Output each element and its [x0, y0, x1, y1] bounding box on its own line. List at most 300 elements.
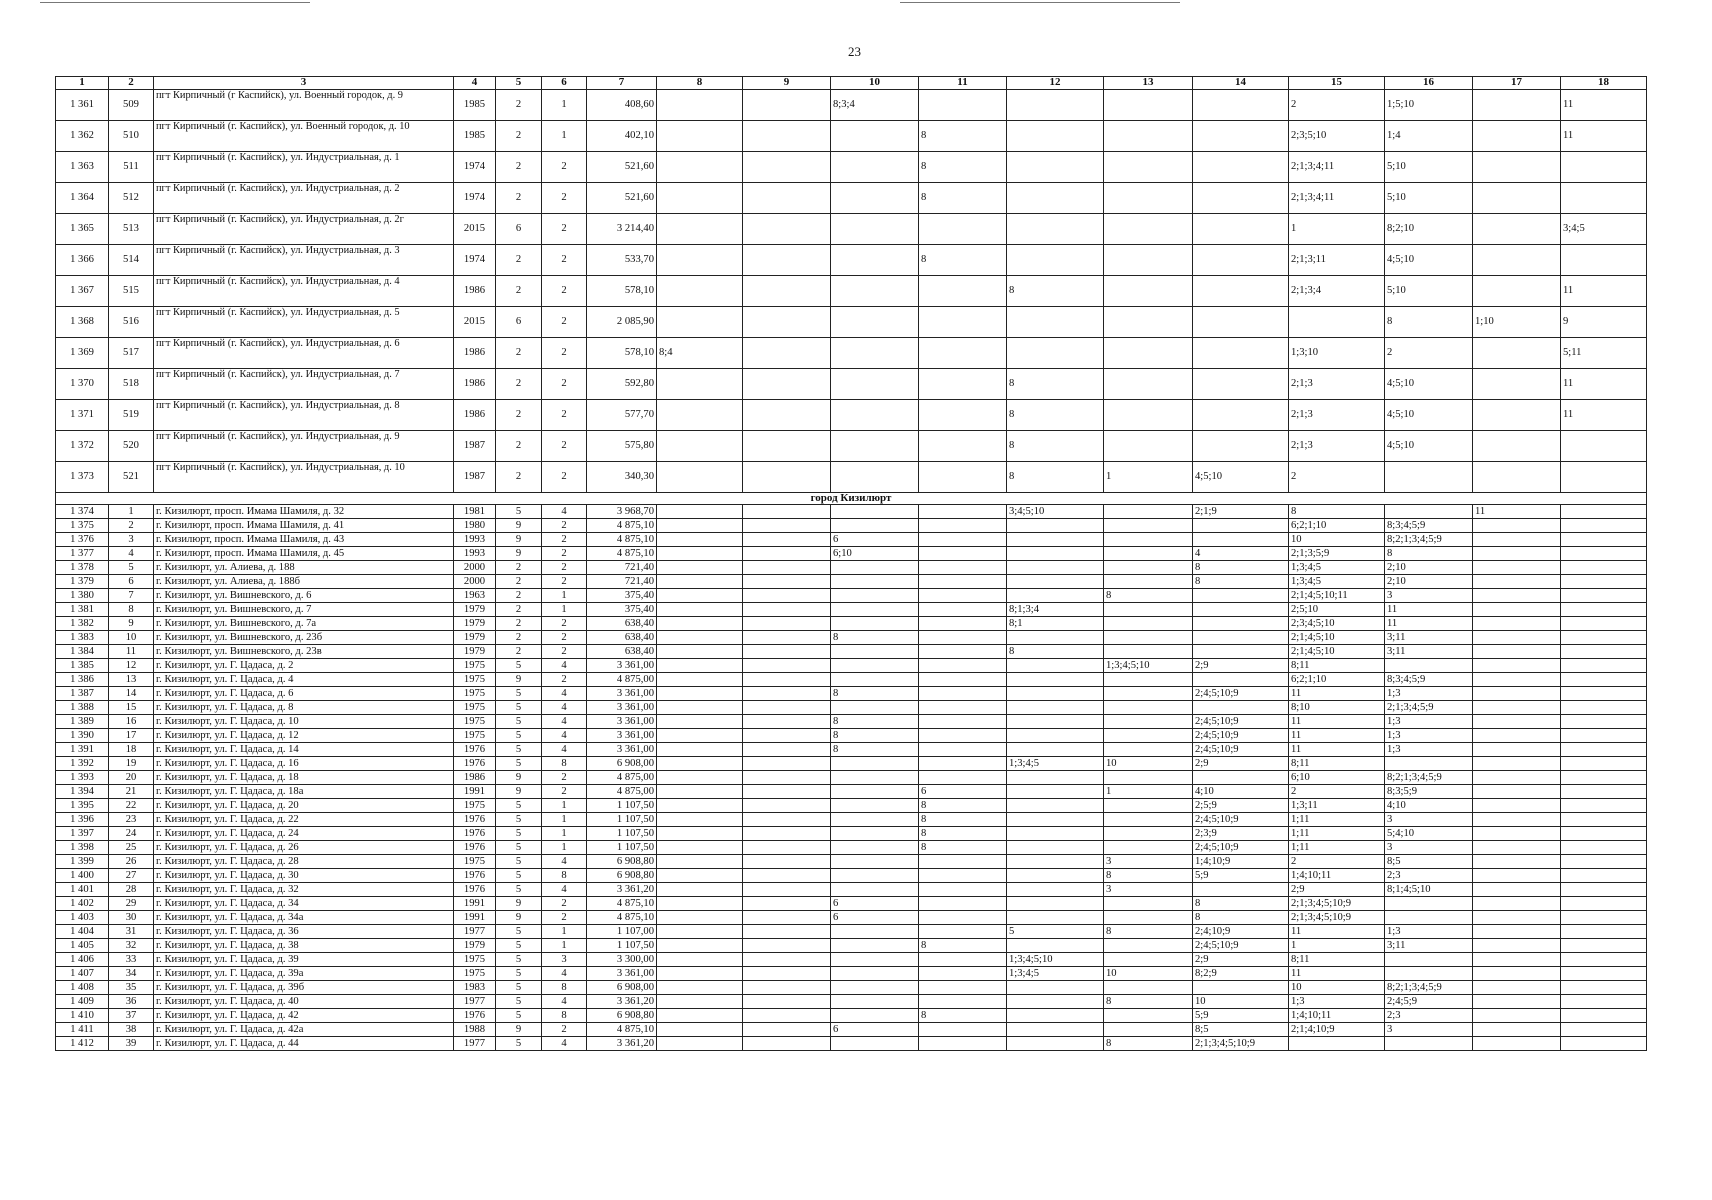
- table-cell: 2;4;5;10;9: [1193, 729, 1289, 743]
- table-cell: 8: [831, 631, 919, 645]
- table-cell: 3 361,00: [587, 687, 657, 701]
- table-cell: 2;10: [1385, 575, 1473, 589]
- table-cell: [1104, 771, 1193, 785]
- table-cell: [743, 368, 831, 399]
- table-cell: [743, 799, 831, 813]
- table-cell: [1007, 673, 1104, 687]
- address-cell: г. Кизилюрт, ул. Вишневского, д. 7а: [154, 617, 454, 631]
- table-cell: [1561, 897, 1647, 911]
- table-cell: [919, 687, 1007, 701]
- table-cell: [1561, 827, 1647, 841]
- table-cell: 8: [1007, 275, 1104, 306]
- table-cell: 2: [542, 306, 587, 337]
- table-cell: [1561, 799, 1647, 813]
- table-cell: 1;10: [1473, 306, 1561, 337]
- table-cell: 11: [1289, 715, 1385, 729]
- table-cell: 2;1;4;10;9: [1289, 1023, 1385, 1037]
- table-cell: [743, 645, 831, 659]
- table-cell: [831, 701, 919, 715]
- table-cell: [919, 757, 1007, 771]
- table-cell: 15: [109, 701, 154, 715]
- table-cell: 5: [496, 813, 542, 827]
- table-cell: 8;3;4;5;9: [1385, 519, 1473, 533]
- table-cell: [1007, 306, 1104, 337]
- table-cell: [1473, 827, 1561, 841]
- table-cell: 4;5;10: [1193, 461, 1289, 492]
- table-cell: 10: [1289, 981, 1385, 995]
- table-cell: [1007, 533, 1104, 547]
- table-cell: 2: [496, 461, 542, 492]
- table-cell: [1104, 547, 1193, 561]
- table-cell: [1473, 869, 1561, 883]
- table-cell: [1007, 213, 1104, 244]
- table-cell: 1;3;4;5;10: [1007, 953, 1104, 967]
- table-cell: [1473, 673, 1561, 687]
- address-cell: г. Кизилюрт, ул. Г. Цадаса, д. 42а: [154, 1023, 454, 1037]
- table-cell: 5: [496, 869, 542, 883]
- table-cell: [1473, 244, 1561, 275]
- address-cell: г. Кизилюрт, ул. Г. Цадаса, д. 40: [154, 995, 454, 1009]
- table-cell: [1007, 151, 1104, 182]
- table-cell: 8;5: [1385, 855, 1473, 869]
- table-cell: [657, 715, 743, 729]
- table-cell: 5: [496, 841, 542, 855]
- table-cell: [1561, 244, 1647, 275]
- table-cell: 2: [542, 461, 587, 492]
- table-cell: [1007, 897, 1104, 911]
- column-header-2: 2: [109, 77, 154, 90]
- table-cell: 2000: [454, 561, 496, 575]
- table-cell: 5: [496, 855, 542, 869]
- table-cell: [743, 687, 831, 701]
- table-cell: 509: [109, 89, 154, 120]
- table-cell: 3;11: [1385, 645, 1473, 659]
- table-cell: [919, 701, 1007, 715]
- table-cell: 8: [1104, 1037, 1193, 1051]
- table-cell: [1104, 368, 1193, 399]
- table-cell: [1193, 771, 1289, 785]
- table-cell: 4;10: [1385, 799, 1473, 813]
- table-cell: [657, 939, 743, 953]
- table-cell: 2: [542, 575, 587, 589]
- table-cell: 9: [1561, 306, 1647, 337]
- address-cell: пгт Кирпичный (г. Каспийск), ул. Индустриальная, д. 5: [154, 306, 454, 337]
- column-header-5: 5: [496, 77, 542, 90]
- table-cell: 6;10: [1289, 771, 1385, 785]
- table-cell: 1 387: [56, 687, 109, 701]
- table-cell: 35: [109, 981, 154, 995]
- table-cell: 2: [542, 1023, 587, 1037]
- table-cell: 5: [496, 715, 542, 729]
- table-cell: 9: [109, 617, 154, 631]
- table-cell: [1561, 561, 1647, 575]
- table-cell: [657, 897, 743, 911]
- table-cell: 1 366: [56, 244, 109, 275]
- table-cell: 2: [496, 631, 542, 645]
- top-rule-left: [40, 2, 310, 3]
- table-cell: 1993: [454, 547, 496, 561]
- address-cell: г. Кизилюрт, ул. Г. Цадаса, д. 30: [154, 869, 454, 883]
- table-cell: [743, 827, 831, 841]
- table-row: [56, 645, 1647, 659]
- table-cell: 516: [109, 306, 154, 337]
- table-cell: 2: [542, 399, 587, 430]
- table-cell: 2: [496, 603, 542, 617]
- address-cell: пгт Кирпичный (г. Каспийск), ул. Индустриальная, д. 7: [154, 368, 454, 399]
- header-row: [56, 77, 1647, 90]
- table-cell: [1561, 995, 1647, 1009]
- table-cell: 3: [1385, 813, 1473, 827]
- table-cell: 2: [496, 337, 542, 368]
- table-cell: [1561, 547, 1647, 561]
- address-cell: г. Кизилюрт, ул. Г. Цадаса, д. 28: [154, 855, 454, 869]
- table-cell: [657, 659, 743, 673]
- table-cell: [1561, 911, 1647, 925]
- column-header-10: 10: [831, 77, 919, 90]
- table-row: [56, 1009, 1647, 1023]
- table-cell: [831, 981, 919, 995]
- table-cell: 2: [542, 151, 587, 182]
- table-cell: 2: [496, 617, 542, 631]
- address-cell: пгт Кирпичный (г. Каспийск), ул. Индустриальная, д. 6: [154, 337, 454, 368]
- table-cell: 11: [1289, 687, 1385, 701]
- table-cell: 5;4;10: [1385, 827, 1473, 841]
- table-cell: [657, 519, 743, 533]
- table-cell: [919, 461, 1007, 492]
- table-cell: [1007, 799, 1104, 813]
- table-cell: 1;3: [1385, 925, 1473, 939]
- table-cell: [919, 967, 1007, 981]
- address-cell: пгт Кирпичный (г. Каспийск), ул. Индустриальная, д. 3: [154, 244, 454, 275]
- table-cell: [1473, 603, 1561, 617]
- top-rule-right: [900, 2, 1180, 3]
- table-cell: [1473, 911, 1561, 925]
- table-cell: 11: [1561, 368, 1647, 399]
- table-cell: 518: [109, 368, 154, 399]
- table-cell: [919, 911, 1007, 925]
- table-cell: 11: [109, 645, 154, 659]
- table-cell: 1975: [454, 953, 496, 967]
- table-cell: [657, 213, 743, 244]
- table-cell: [1561, 939, 1647, 953]
- table-cell: 10: [109, 631, 154, 645]
- table-cell: 5;11: [1561, 337, 1647, 368]
- table-cell: 1983: [454, 981, 496, 995]
- table-cell: 2: [496, 89, 542, 120]
- table-cell: 2;9: [1193, 953, 1289, 967]
- table-cell: 8;2;10: [1385, 213, 1473, 244]
- table-row: [56, 89, 1647, 120]
- table-cell: [743, 757, 831, 771]
- address-cell: г. Кизилюрт, ул. Г. Цадаса, д. 8: [154, 701, 454, 715]
- table-cell: [1193, 89, 1289, 120]
- table-cell: 1975: [454, 967, 496, 981]
- table-cell: 6;2;1;10: [1289, 673, 1385, 687]
- table-cell: [743, 337, 831, 368]
- table-cell: 2: [496, 275, 542, 306]
- table-cell: 2: [542, 337, 587, 368]
- table-cell: 3 361,20: [587, 995, 657, 1009]
- table-cell: 8;4: [657, 337, 743, 368]
- table-row: [56, 799, 1647, 813]
- table-cell: [743, 1037, 831, 1051]
- address-cell: г. Кизилюрт, ул. Г. Цадаса, д. 18: [154, 771, 454, 785]
- table-cell: [919, 715, 1007, 729]
- table-cell: [1561, 855, 1647, 869]
- table-cell: [1561, 743, 1647, 757]
- table-row: [56, 519, 1647, 533]
- table-cell: 8: [1385, 547, 1473, 561]
- table-cell: 1 406: [56, 953, 109, 967]
- table-cell: 3 361,00: [587, 701, 657, 715]
- table-cell: 1975: [454, 687, 496, 701]
- table-cell: [1561, 771, 1647, 785]
- table-cell: 1 390: [56, 729, 109, 743]
- table-cell: [831, 461, 919, 492]
- table-cell: [1193, 673, 1289, 687]
- table-cell: [657, 368, 743, 399]
- table-cell: [743, 617, 831, 631]
- column-header-12: 12: [1007, 77, 1104, 90]
- table-cell: [1007, 687, 1104, 701]
- table-cell: [1561, 1023, 1647, 1037]
- table-cell: [1007, 1037, 1104, 1051]
- table-cell: 592,80: [587, 368, 657, 399]
- table-cell: [831, 827, 919, 841]
- table-cell: 1974: [454, 151, 496, 182]
- table-cell: [1104, 645, 1193, 659]
- table-row: [56, 399, 1647, 430]
- table-cell: 521,60: [587, 151, 657, 182]
- table-cell: 2;5;9: [1193, 799, 1289, 813]
- table-cell: 8: [1193, 575, 1289, 589]
- table-cell: 6 908,80: [587, 855, 657, 869]
- table-cell: [1193, 213, 1289, 244]
- table-cell: 1 373: [56, 461, 109, 492]
- table-cell: 4: [542, 659, 587, 673]
- table-cell: [1473, 953, 1561, 967]
- address-cell: г. Кизилюрт, ул. Г. Цадаса, д. 4: [154, 673, 454, 687]
- table-cell: 3 361,00: [587, 743, 657, 757]
- table-cell: [1104, 939, 1193, 953]
- table-cell: [1561, 757, 1647, 771]
- table-cell: [1193, 244, 1289, 275]
- table-cell: [1193, 617, 1289, 631]
- table-cell: [1473, 659, 1561, 673]
- table-cell: [1561, 841, 1647, 855]
- address-cell: г. Кизилюрт, ул. Г. Цадаса, д. 18а: [154, 785, 454, 799]
- table-cell: 5: [496, 729, 542, 743]
- table-cell: [1473, 925, 1561, 939]
- table-cell: 6: [496, 213, 542, 244]
- table-cell: 1;4;10;9: [1193, 855, 1289, 869]
- table-cell: [743, 897, 831, 911]
- table-cell: [1473, 561, 1561, 575]
- table-cell: 1975: [454, 701, 496, 715]
- table-cell: [1385, 505, 1473, 519]
- table-cell: [1007, 855, 1104, 869]
- table-cell: 8: [1007, 461, 1104, 492]
- table-cell: [743, 771, 831, 785]
- table-cell: [831, 561, 919, 575]
- table-cell: [1193, 399, 1289, 430]
- table-cell: 1 374: [56, 505, 109, 519]
- table-cell: [831, 213, 919, 244]
- table-cell: [657, 275, 743, 306]
- table-row: [56, 897, 1647, 911]
- table-cell: [657, 953, 743, 967]
- table-cell: [743, 925, 831, 939]
- table-cell: [1193, 701, 1289, 715]
- table-cell: 1: [542, 89, 587, 120]
- address-cell: г. Кизилюрт, ул. Г. Цадаса, д. 39а: [154, 967, 454, 981]
- table-cell: 2: [496, 244, 542, 275]
- table-cell: [1104, 182, 1193, 213]
- table-cell: 3 361,20: [587, 1037, 657, 1051]
- table-cell: [1104, 244, 1193, 275]
- table-cell: [831, 771, 919, 785]
- table-cell: [1007, 182, 1104, 213]
- table-cell: 1 386: [56, 673, 109, 687]
- address-cell: г. Кизилюрт, ул. Г. Цадаса, д. 10: [154, 715, 454, 729]
- table-cell: 3: [1385, 841, 1473, 855]
- table-cell: [1104, 430, 1193, 461]
- table-cell: [657, 785, 743, 799]
- table-cell: 1 369: [56, 337, 109, 368]
- table-cell: 5: [496, 1009, 542, 1023]
- table-cell: 1 403: [56, 911, 109, 925]
- address-cell: г. Кизилюрт, просп. Имама Шамиля, д. 45: [154, 547, 454, 561]
- table-cell: 5;10: [1385, 182, 1473, 213]
- table-cell: [657, 399, 743, 430]
- table-cell: [831, 785, 919, 799]
- table-cell: [919, 1023, 1007, 1037]
- table-cell: 7: [109, 589, 154, 603]
- table-cell: 638,40: [587, 645, 657, 659]
- table-row: [56, 995, 1647, 1009]
- table-cell: 2: [496, 399, 542, 430]
- table-cell: 19: [109, 757, 154, 771]
- table-cell: [1473, 617, 1561, 631]
- table-row: [56, 505, 1647, 519]
- table-cell: [1561, 589, 1647, 603]
- table-row: [56, 869, 1647, 883]
- table-cell: [1289, 306, 1385, 337]
- table-cell: [1561, 981, 1647, 995]
- table-cell: [831, 275, 919, 306]
- table-cell: [1561, 603, 1647, 617]
- table-cell: [1104, 399, 1193, 430]
- table-cell: [831, 939, 919, 953]
- table-cell: [1007, 589, 1104, 603]
- table-cell: [1473, 399, 1561, 430]
- table-cell: 4: [542, 995, 587, 1009]
- table-cell: 521: [109, 461, 154, 492]
- table-cell: 5: [496, 799, 542, 813]
- table-cell: [743, 275, 831, 306]
- table-cell: 11: [1561, 275, 1647, 306]
- table-cell: [919, 673, 1007, 687]
- table-cell: 2: [542, 785, 587, 799]
- address-cell: пгт Кирпичный (г. Каспийск), ул. Военный городок, д. 10: [154, 120, 454, 151]
- table-cell: 3: [1104, 883, 1193, 897]
- table-cell: 2;1;3;4;5;10;9: [1193, 1037, 1289, 1051]
- table-cell: [743, 151, 831, 182]
- table-cell: [1193, 533, 1289, 547]
- table-cell: 4: [542, 505, 587, 519]
- table-cell: [1007, 743, 1104, 757]
- table-cell: 1977: [454, 925, 496, 939]
- table-cell: 2: [542, 430, 587, 461]
- table-cell: 1 396: [56, 813, 109, 827]
- table-cell: 520: [109, 430, 154, 461]
- table-cell: [743, 213, 831, 244]
- table-cell: 2;4;10;9: [1193, 925, 1289, 939]
- table-cell: [1561, 687, 1647, 701]
- table-cell: [1104, 897, 1193, 911]
- table-cell: [657, 967, 743, 981]
- table-cell: [1561, 967, 1647, 981]
- table-cell: [1007, 813, 1104, 827]
- table-cell: [831, 813, 919, 827]
- table-cell: 2;4;5;10;9: [1193, 813, 1289, 827]
- table-cell: [743, 533, 831, 547]
- table-row: [56, 785, 1647, 799]
- table-row: [56, 925, 1647, 939]
- table-cell: 4;5;10: [1385, 244, 1473, 275]
- table-cell: 1974: [454, 244, 496, 275]
- table-cell: 5: [496, 953, 542, 967]
- table-cell: 2: [542, 645, 587, 659]
- table-cell: 4;5;10: [1385, 430, 1473, 461]
- table-cell: 11: [1289, 925, 1385, 939]
- table-cell: 8: [919, 244, 1007, 275]
- table-cell: [919, 617, 1007, 631]
- table-cell: 1976: [454, 869, 496, 883]
- table-cell: [919, 771, 1007, 785]
- table-cell: 8: [1007, 368, 1104, 399]
- table-cell: [743, 603, 831, 617]
- table-cell: [743, 461, 831, 492]
- column-header-15: 15: [1289, 77, 1385, 90]
- column-header-16: 16: [1385, 77, 1473, 90]
- table-cell: 8: [542, 981, 587, 995]
- column-header-17: 17: [1473, 77, 1561, 90]
- table-cell: 4: [542, 687, 587, 701]
- housing-table: [55, 76, 1647, 1051]
- table-cell: 1;3: [1385, 715, 1473, 729]
- table-cell: 2;1;3;4;5;10;9: [1289, 897, 1385, 911]
- table-row: [56, 368, 1647, 399]
- table-row: [56, 617, 1647, 631]
- table-cell: 2;1;4;5;10: [1289, 645, 1385, 659]
- table-cell: [1561, 715, 1647, 729]
- table-row: [56, 589, 1647, 603]
- table-cell: [1473, 715, 1561, 729]
- table-cell: 2;9: [1193, 659, 1289, 673]
- table-cell: 4 875,10: [587, 547, 657, 561]
- table-cell: [1104, 1023, 1193, 1037]
- table-cell: 8;5: [1193, 1023, 1289, 1037]
- table-cell: 2: [109, 519, 154, 533]
- table-cell: [743, 399, 831, 430]
- table-cell: [919, 897, 1007, 911]
- table-cell: 638,40: [587, 631, 657, 645]
- table-cell: 6 908,00: [587, 981, 657, 995]
- table-cell: 515: [109, 275, 154, 306]
- table-cell: [1007, 911, 1104, 925]
- table-cell: [919, 561, 1007, 575]
